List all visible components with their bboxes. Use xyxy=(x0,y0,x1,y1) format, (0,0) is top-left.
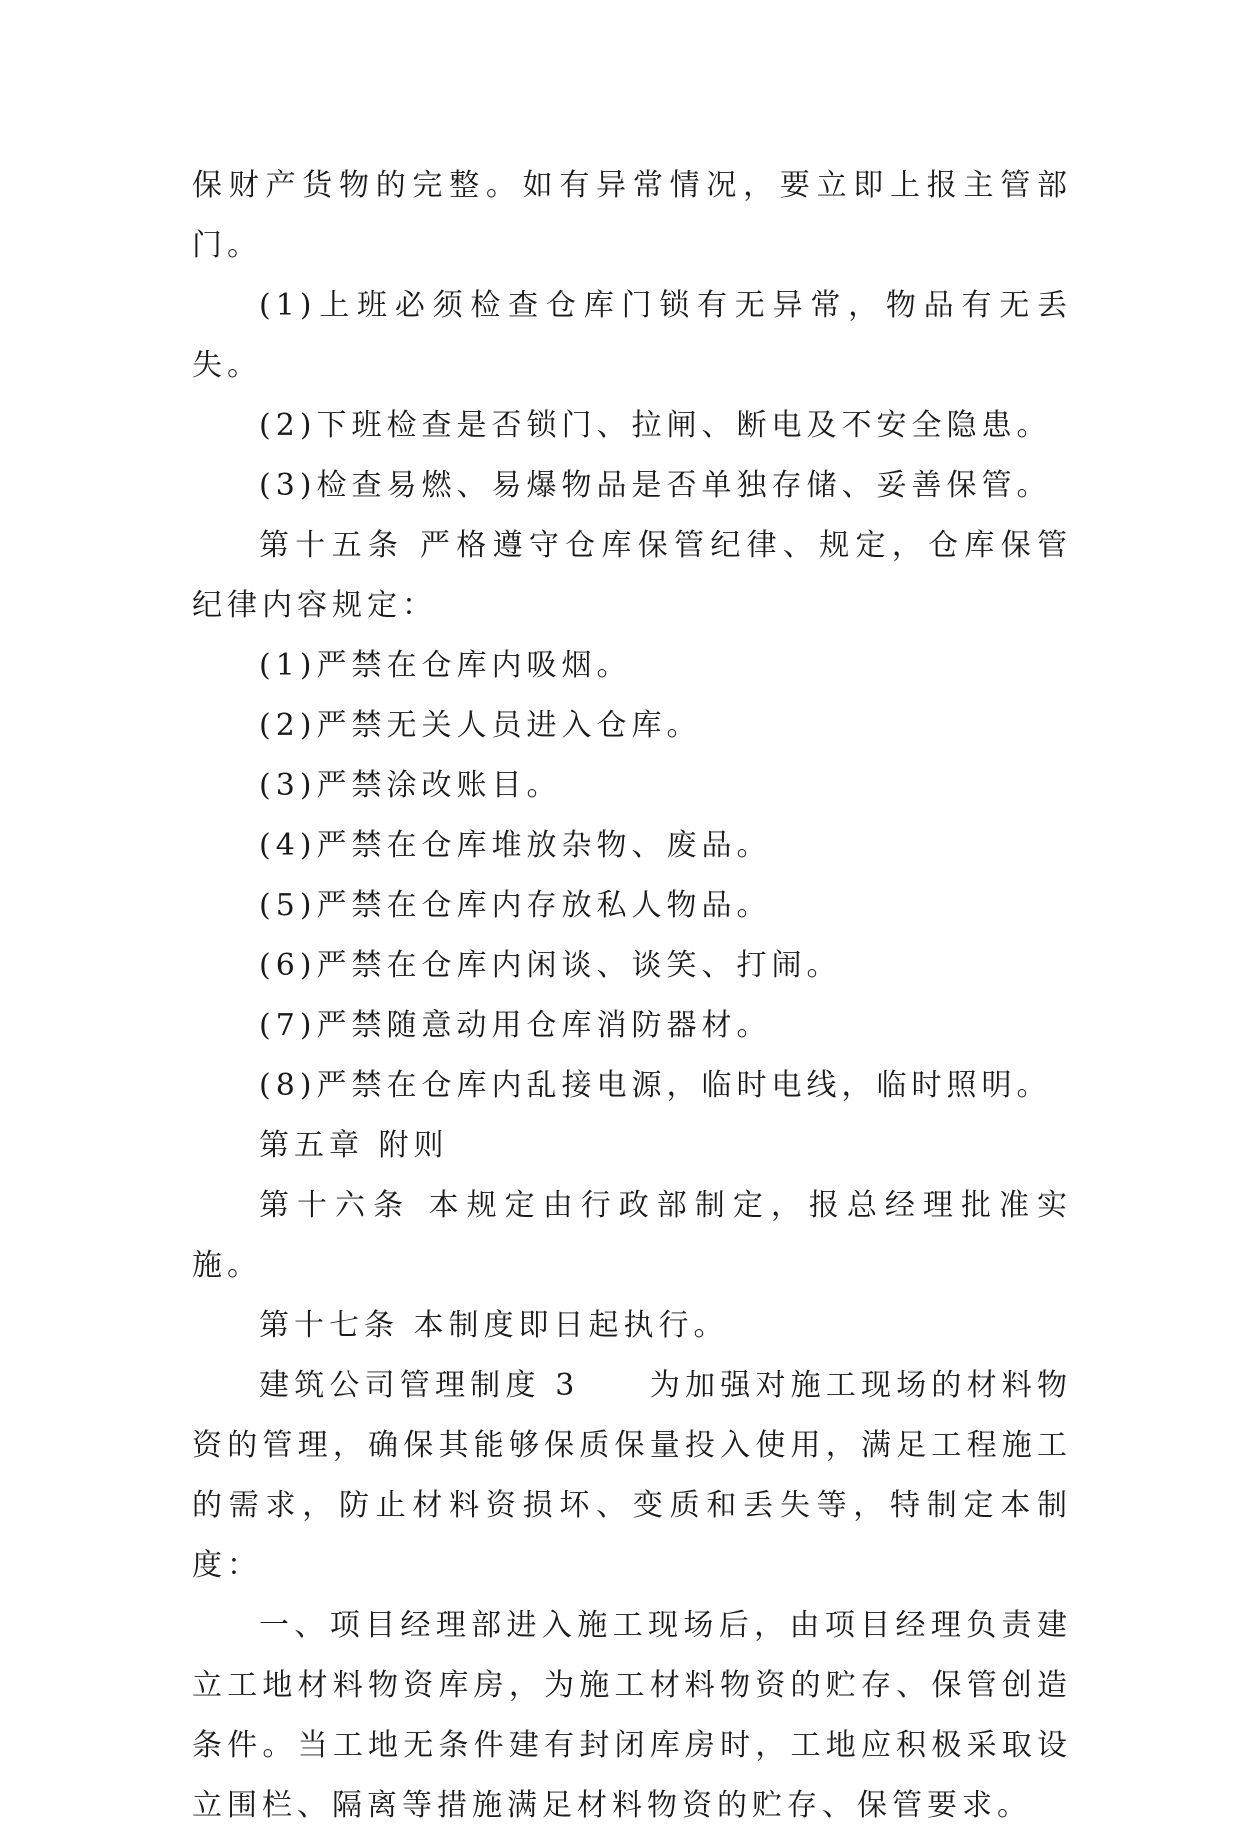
paragraph: (1)上班必须检查仓库门锁有无异常，物品有无丢失。 xyxy=(192,288,1072,383)
list-item: (1)严禁在仓库内吸烟。 xyxy=(259,648,632,683)
list-item: (4)严禁在仓库堆放杂物、废品。 xyxy=(259,828,772,863)
article-paragraph: 第十六条 本规定由行政部制定，报总经理批准实施。 xyxy=(192,1188,1072,1283)
list-item: (6)严禁在仓库内闲谈、谈笑、打闹。 xyxy=(259,948,842,983)
article-paragraph: 第十五条 严格遵守仓库保管纪律、规定，仓库保管纪律内容规定： xyxy=(192,528,1072,623)
paragraph: (2)下班检查是否锁门、拉闸、断电及不安全隐患。 xyxy=(259,408,1052,443)
list-item: (2)严禁无关人员进入仓库。 xyxy=(259,708,702,743)
list-item: (3)严禁涂改账目。 xyxy=(259,768,562,803)
chapter-heading: 第五章 附则 xyxy=(259,1128,449,1163)
section-paragraph: 建筑公司管理制度 3 为加强对施工现场的材料物资的管理，确保其能够保质保量投入使用，满足工程施工的需求，防止材料资损坏、变质和丢失等，特制定本制度： xyxy=(192,1368,1072,1583)
article-paragraph: 第十七条 本制度即日起执行。 xyxy=(259,1308,729,1343)
paragraph: 保财产货物的完整。如有异常情况，要立即上报主管部门。 xyxy=(192,168,1072,263)
list-item: (7)严禁随意动用仓库消防器材。 xyxy=(259,1008,772,1043)
list-item: (8)严禁在仓库内乱接电源，临时电线，临时照明。 xyxy=(259,1068,1052,1103)
document-body xyxy=(192,156,1072,1836)
paragraph: (3)检查易燃、易爆物品是否单独存储、妥善保管。 xyxy=(259,468,1052,503)
paragraph: 一、项目经理部进入施工现场后，由项目经理负责建立工地材料物资库房，为施工材料物资的贮存、保管创造条件。当工地无条件建有封闭库房时，工地应积极采取设立围栏、隔离等措施满足材料物资的贮存、保管要求。 xyxy=(192,1608,1072,1823)
list-item: (5)严禁在仓库内存放私人物品。 xyxy=(259,888,772,923)
